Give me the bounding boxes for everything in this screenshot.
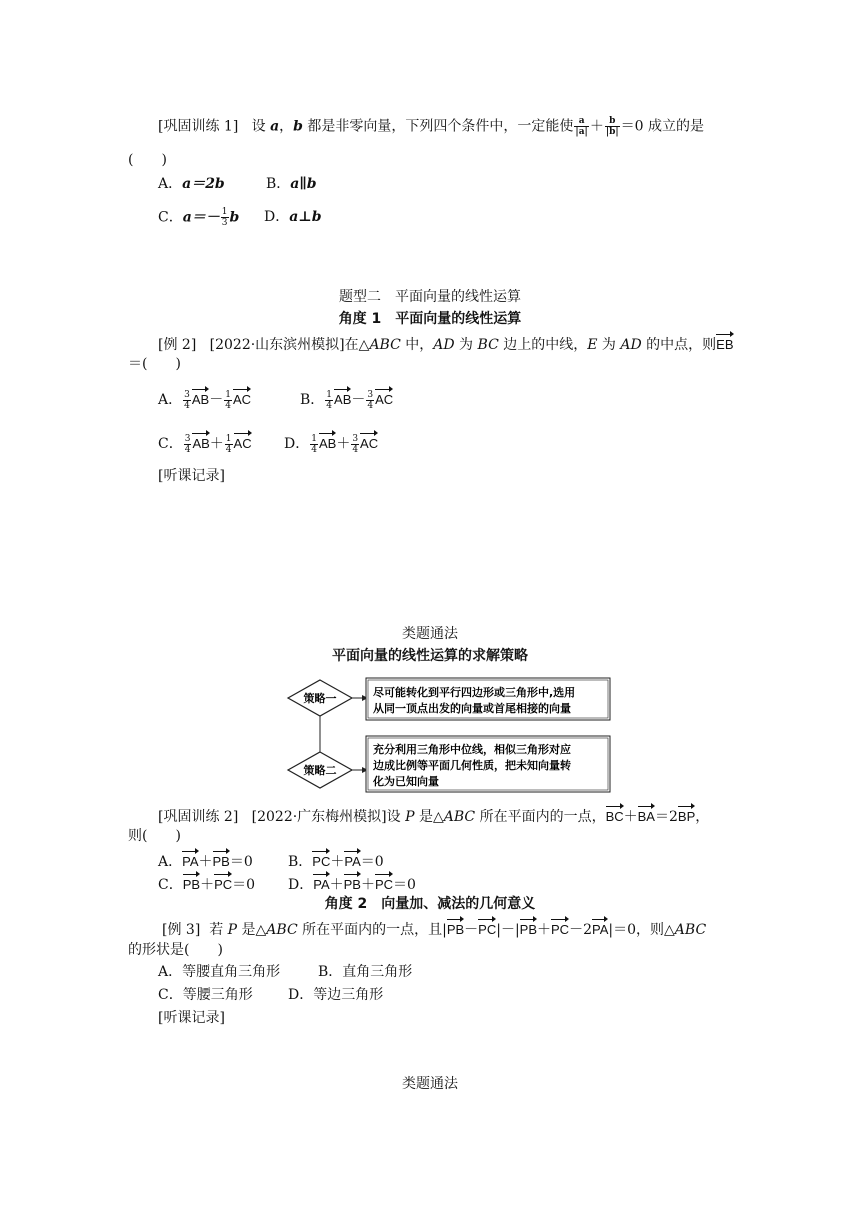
frac-num: 1: [221, 207, 228, 217]
var-abc: ABC: [443, 809, 476, 825]
vector-pc: PC: [551, 917, 569, 940]
ex4-line1: [162, 917, 706, 940]
frac-num: 3: [352, 433, 359, 444]
box1-line1: 尽可能转化到平行四边形或三角形中,选用: [373, 686, 576, 699]
plus-sign: ＋: [329, 877, 344, 893]
node1-label: 策略一: [303, 692, 337, 705]
frac-num: b: [605, 116, 620, 127]
option-expr: a＝－: [182, 209, 220, 226]
vector-pa: PA: [344, 849, 360, 872]
vector-pb: PB: [183, 872, 200, 895]
ex1-text: 都是非零向量，下列四个条件中，一定能使: [302, 118, 574, 135]
plus-sign: ＋: [336, 436, 351, 452]
ex4-label: [例 3]: [162, 922, 201, 938]
ex2-note: [听课记录]: [158, 468, 225, 484]
vector-ac: AC: [234, 431, 252, 454]
var-abc: ABC: [369, 337, 401, 353]
minus-sign: －: [351, 392, 366, 408]
ex2-text: 边上的中线，: [498, 337, 588, 353]
ex3-text: 是△: [414, 809, 444, 825]
frac-3-4: [366, 390, 374, 411]
ex4-text: |－|: [496, 922, 520, 938]
ex2-option-a: [158, 387, 251, 411]
ex1-option-a: [158, 174, 225, 194]
frac-1-4: [225, 434, 233, 455]
frac-num: 3: [367, 389, 374, 400]
ex3-option-a: [158, 849, 253, 872]
ex1-text: ＝0 成立的是: [620, 118, 705, 135]
frac-num: 1: [311, 433, 317, 444]
ex3-text: 设: [386, 809, 406, 825]
plus-sign: ＋: [198, 854, 213, 870]
frac-den: 4: [311, 444, 317, 455]
frac-den: 4: [225, 444, 232, 455]
ex4-text: |＝0，则△: [608, 922, 675, 938]
equals: ＝2: [654, 809, 678, 825]
plus-sign: ＋: [623, 809, 638, 825]
vector-pc: PC: [375, 872, 393, 895]
box1-line2: 从同一顶点出发的向量或首尾相接的向量: [373, 702, 571, 715]
frac-1-4: [310, 434, 318, 455]
vector-bc: BC: [606, 804, 624, 827]
ex4-line2: 的形状是( ): [128, 942, 223, 958]
option-letter: D．: [284, 436, 310, 452]
vector-ab: AB: [334, 387, 351, 410]
frac-3-4: [184, 434, 192, 455]
ex3-text: 所在平面内的一点，: [475, 809, 606, 825]
vector-pc: PC: [312, 849, 330, 872]
ex2-line1: [158, 332, 734, 355]
ex2-text: 为: [597, 337, 621, 353]
frac-den: |b|: [605, 127, 619, 137]
ex2-label: [例 2]: [158, 337, 197, 353]
plus-sign: ＋: [537, 922, 552, 938]
strategy-heading: 类题通法: [402, 626, 458, 642]
var-a: a: [270, 118, 280, 135]
frac-1-4: [325, 390, 333, 411]
ex2-option-d: [284, 431, 378, 455]
ex1-option-c: [158, 207, 239, 228]
vector-bp: BP: [678, 804, 695, 827]
ex2-source: [2022·山东滨州模拟]: [209, 337, 345, 353]
ex1-label: [巩固训练 1]: [158, 118, 239, 135]
equals: ＝0: [232, 877, 256, 893]
ex2-text: 在△: [344, 337, 370, 353]
vector-pa: PA: [182, 849, 198, 872]
option-letter: D．: [264, 209, 290, 225]
ex3-line1: [158, 804, 709, 827]
var-b: b: [293, 118, 303, 135]
ex3-option-c: [158, 872, 255, 895]
frac-num: 1: [326, 389, 333, 400]
strategy-subheading: 平面向量的线性运算的求解策略: [332, 648, 528, 664]
ex1-option-b: [266, 174, 317, 194]
footer-heading: 类题通法: [402, 1076, 458, 1092]
var-p: P: [405, 809, 415, 825]
plus-sign: ＋: [209, 436, 224, 452]
vector-ac: AC: [233, 387, 251, 410]
ex2-option-c: [158, 431, 252, 455]
minus-sign: －: [209, 392, 224, 408]
equals: ＝0: [229, 854, 253, 870]
frac-den: 4: [184, 400, 190, 411]
option-letter: C．: [158, 877, 183, 893]
option-expr: a⊥b: [289, 209, 322, 225]
frac-1-4: [224, 390, 232, 411]
option-letter: B．: [300, 392, 325, 408]
fraction-one-third: [221, 207, 229, 228]
frac-den: 4: [367, 400, 374, 411]
minus-sign: －: [464, 922, 479, 938]
vector-pb: PB: [344, 872, 361, 895]
angle1-title: 角度 1 平面向量的线性运算: [338, 311, 522, 327]
angle2-title: 角度 2 向量加、减法的几何意义: [324, 896, 536, 912]
ex4-note: [听课记录]: [158, 1010, 225, 1026]
frac-3-4: [351, 434, 359, 455]
frac-den: 4: [225, 400, 231, 411]
vector-pc: PC: [214, 872, 232, 895]
option-letter: C．: [158, 209, 183, 226]
vector-ac: AC: [360, 431, 378, 454]
option-letter: D．: [288, 877, 314, 893]
vector-eb: EB: [716, 332, 733, 355]
frac-den: 4: [184, 444, 191, 455]
vector-pb: PB: [447, 917, 464, 940]
ex1-line1: [158, 116, 704, 137]
vector-pb: PB: [520, 917, 537, 940]
equals: ＝0: [360, 854, 384, 870]
option-letter: B．: [288, 854, 313, 870]
vector-ab: AB: [192, 387, 209, 410]
vector-pa: PA: [313, 872, 329, 895]
frac-den: 3: [221, 218, 228, 228]
option-expr: b: [229, 209, 240, 226]
frac-3-4: [183, 390, 191, 411]
var-abc: ABC: [674, 922, 707, 938]
box2-line2: 边成比例等平面几何性质，把未知向量转: [373, 759, 571, 772]
plus-sign: ＋: [200, 877, 215, 893]
vector-pa: PA: [592, 917, 608, 940]
option-letter: B．: [266, 176, 291, 192]
vector-pb: PB: [213, 849, 230, 872]
ex1-paren: ( ): [128, 152, 167, 168]
var-abc: ABC: [266, 922, 298, 938]
vector-ac: AC: [375, 387, 393, 410]
frac-num: 1: [225, 389, 231, 400]
plus-sign: ＋: [589, 118, 604, 135]
ex2-text: 的中点，则: [641, 337, 717, 353]
vector-ab: AB: [319, 431, 336, 454]
option-letter: A．: [158, 176, 183, 192]
option-expr: a∥b: [290, 176, 317, 192]
ex3-option-b: [288, 849, 384, 872]
frac-den: |a|: [575, 127, 588, 137]
frac-num: 1: [225, 433, 232, 444]
var-ad: AD: [620, 337, 642, 353]
ex4-option-c: C．等腰三角形: [158, 987, 253, 1003]
var-ad: AD: [433, 337, 455, 353]
frac-num: 3: [184, 389, 190, 400]
ex1-comma: ，: [279, 118, 294, 135]
box2-line1: 充分利用三角形中位线，相似三角形对应: [373, 743, 571, 756]
ex4-option-a: A．等腰直角三角形: [158, 964, 281, 980]
node2-label: 策略二: [303, 764, 337, 777]
ex4-text: 若: [209, 922, 228, 938]
ex3-label: [巩固训练 2]: [158, 809, 239, 825]
option-expr: a＝2b: [182, 176, 225, 192]
fraction-b: [605, 116, 620, 137]
frac-num: a: [574, 116, 588, 127]
ex4-text: 是△: [237, 922, 267, 938]
strategy-diagram: [280, 674, 620, 796]
minus-sign: －2: [569, 922, 592, 938]
box2-line3: 化为已知向量: [373, 775, 439, 788]
plus-sign: ＋: [330, 854, 345, 870]
vector-ba: BA: [638, 804, 655, 827]
option-letter: A．: [158, 392, 183, 408]
ex3-line2: 则( ): [128, 828, 181, 844]
ex2-option-b: [300, 387, 393, 411]
vector-ab: AB: [192, 431, 209, 454]
ex4-option-d: D．等边三角形: [288, 987, 384, 1003]
ex2-text: 为: [454, 337, 478, 353]
ex3-comma: ，: [695, 809, 710, 825]
var-bc: BC: [477, 337, 499, 353]
ex2-line2: ＝( ): [128, 356, 181, 372]
var-e: E: [587, 337, 598, 353]
ex3-source: [2022·广东梅州模拟]: [251, 809, 387, 825]
var-p: P: [227, 922, 238, 938]
ex3-option-d: [288, 872, 416, 895]
ex2-text: 中，: [400, 337, 434, 353]
frac-den: 4: [352, 444, 359, 455]
ex4-option-b: B．直角三角形: [318, 964, 413, 980]
ex4-text: 所在平面内的一点，且|: [297, 922, 447, 938]
frac-num: 3: [184, 433, 191, 444]
equals: ＝0: [393, 877, 416, 893]
plus-sign: ＋: [360, 877, 375, 893]
vector-pc: PC: [478, 917, 496, 940]
fraction-a: [574, 116, 588, 137]
option-letter: A．: [158, 854, 183, 870]
option-letter: C．: [158, 436, 183, 452]
frac-den: 4: [326, 400, 333, 411]
ex1-text: 设: [251, 118, 271, 135]
ex1-option-d: [264, 207, 322, 227]
section-title: 题型二 平面向量的线性运算: [339, 289, 521, 305]
